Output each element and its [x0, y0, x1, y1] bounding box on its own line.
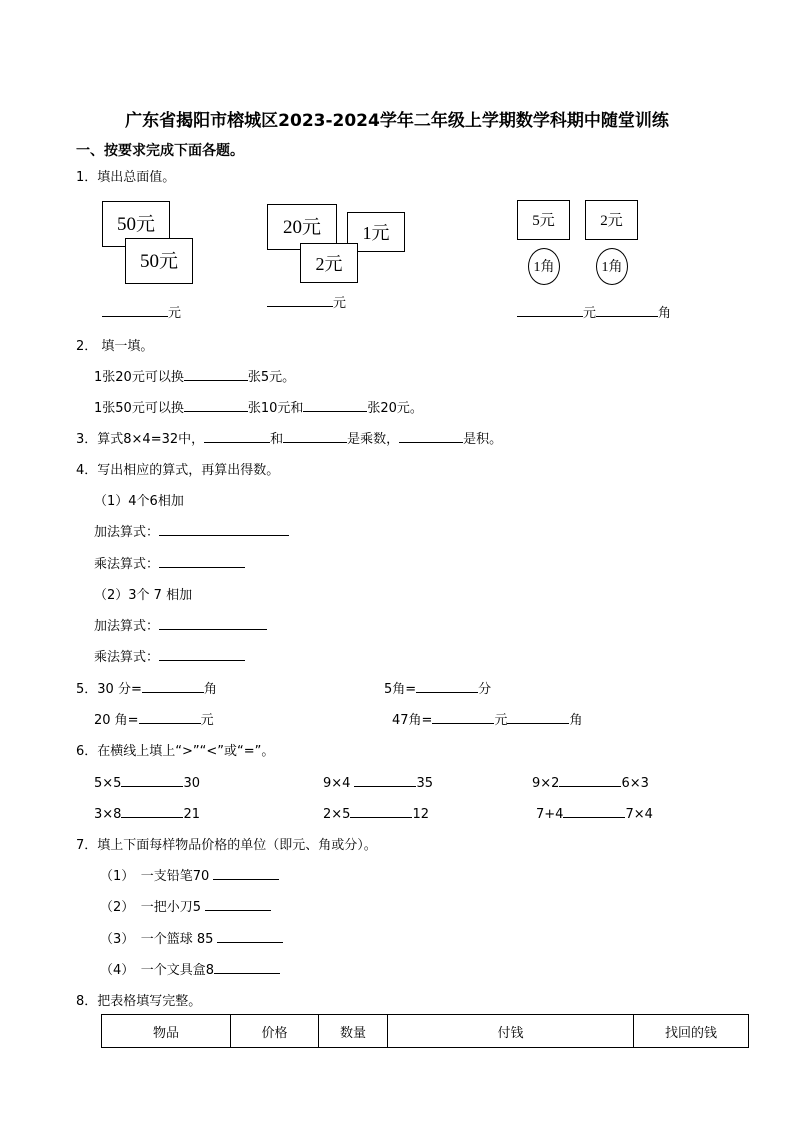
table-header-cell: 物品	[102, 1015, 231, 1048]
answer-blank[interactable]	[139, 709, 201, 724]
compare-item: 5×5 30	[94, 772, 200, 791]
answer-blank[interactable]	[563, 803, 625, 818]
question-5-row-2b: 47角= 元 角	[392, 709, 582, 728]
answer-blank[interactable]	[432, 709, 494, 724]
question-6-label: 6．在横线上填上“>”“<”或“=”。	[76, 744, 275, 759]
question-3: 3．算式8×4=32中， 和 是乘数， 是积。	[76, 428, 502, 447]
banknote-5-yuan: 5元	[517, 200, 570, 240]
banknote-2-yuan: 2元	[585, 200, 638, 240]
question-4-part-1: （1）4个6相加	[94, 494, 184, 509]
coin-1-jiao: 1角	[596, 248, 628, 285]
question-5-row-1a: 5．30 分= 角	[76, 678, 217, 697]
compare-item: 9×4 35	[323, 772, 433, 791]
answer-line-group-b: 元	[267, 292, 346, 311]
question-1-label: 1．填出总面值。	[76, 170, 176, 185]
answer-blank[interactable]	[399, 428, 463, 443]
answer-blank[interactable]	[507, 709, 569, 724]
answer-blank[interactable]	[102, 302, 168, 317]
answer-blank[interactable]	[121, 803, 183, 818]
answer-blank[interactable]	[350, 803, 412, 818]
multiplication-formula-line-1: 乘法算式：	[94, 553, 245, 572]
answer-line-group-a: 元	[102, 302, 181, 321]
answer-blank[interactable]	[204, 428, 270, 443]
question-2-label: 2． 填一填。	[76, 339, 154, 354]
coin-1-jiao: 1角	[528, 248, 560, 285]
question-2-line-2: 1张50元可以换 张10元和 张20元。	[94, 397, 423, 416]
answer-blank[interactable]	[283, 428, 347, 443]
answer-blank[interactable]	[184, 397, 248, 412]
banknote-1-yuan: 1元	[347, 212, 405, 252]
answer-blank[interactable]	[303, 397, 367, 412]
table-header-cell: 数量	[319, 1015, 388, 1048]
section-heading: 一、按要求完成下面各题。	[76, 143, 244, 159]
answer-blank[interactable]	[121, 772, 183, 787]
answer-blank[interactable]	[559, 772, 621, 787]
page-title: 广东省揭阳市榕城区2023-2024学年二年级上学期数学科期中随堂训练	[125, 111, 669, 131]
compare-item: 3×8 21	[94, 803, 200, 822]
price-item: （3） 一个篮球 85	[100, 928, 283, 947]
price-item: （1） 一支铅笔70	[100, 865, 279, 884]
answer-blank[interactable]	[184, 366, 248, 381]
banknote-2-yuan: 2元	[300, 243, 358, 283]
addition-formula-line-1: 加法算式：	[94, 521, 289, 540]
question-5-row-1b: 5角= 分	[384, 678, 491, 697]
answer-blank[interactable]	[159, 646, 245, 661]
answer-blank[interactable]	[354, 772, 416, 787]
answer-blank[interactable]	[213, 865, 279, 880]
answer-blank[interactable]	[159, 521, 289, 536]
table-header-cell: 价格	[231, 1015, 319, 1048]
table-header-cell: 找回的钱	[634, 1015, 749, 1048]
table-header-cell: 付钱	[388, 1015, 634, 1048]
multiplication-formula-line-2: 乘法算式：	[94, 646, 245, 665]
answer-blank[interactable]	[267, 292, 333, 307]
answer-blank[interactable]	[205, 896, 271, 911]
answer-blank[interactable]	[416, 678, 478, 693]
question-4-label: 4．写出相应的算式，再算出得数。	[76, 463, 280, 478]
compare-item: 9×2 6×3	[532, 772, 649, 791]
question-2-line-1: 1张20元可以换 张5元。	[94, 366, 295, 385]
answer-blank[interactable]	[517, 302, 583, 317]
price-item: （2） 一把小刀5	[100, 896, 271, 915]
question-8-label: 8．把表格填写完整。	[76, 994, 202, 1009]
answer-blank[interactable]	[596, 302, 658, 317]
compare-item: 2×5 12	[323, 803, 429, 822]
price-item: （4） 一个文具盒8	[100, 959, 280, 978]
question-4-part-2: （2）3个 7 相加	[94, 588, 193, 603]
answer-line-group-c: 元 角	[517, 302, 671, 321]
compare-item: 7+4 7×4	[536, 803, 653, 822]
answer-blank[interactable]	[217, 928, 283, 943]
answer-blank[interactable]	[159, 615, 267, 630]
answer-blank[interactable]	[142, 678, 204, 693]
banknote-20-yuan: 20元	[267, 204, 337, 250]
question-5-row-2a: 20 角= 元	[94, 709, 214, 728]
answer-blank[interactable]	[159, 553, 245, 568]
table-header-row	[102, 1015, 749, 1048]
answer-blank[interactable]	[214, 959, 280, 974]
banknote-50-yuan: 50元	[125, 238, 193, 284]
fill-in-table	[101, 1014, 749, 1048]
question-7-label: 7．填上下面每样物品价格的单位（即元、角或分）。	[76, 838, 377, 853]
banknote-50-yuan: 50元	[102, 201, 170, 247]
addition-formula-line-2: 加法算式：	[94, 615, 267, 634]
